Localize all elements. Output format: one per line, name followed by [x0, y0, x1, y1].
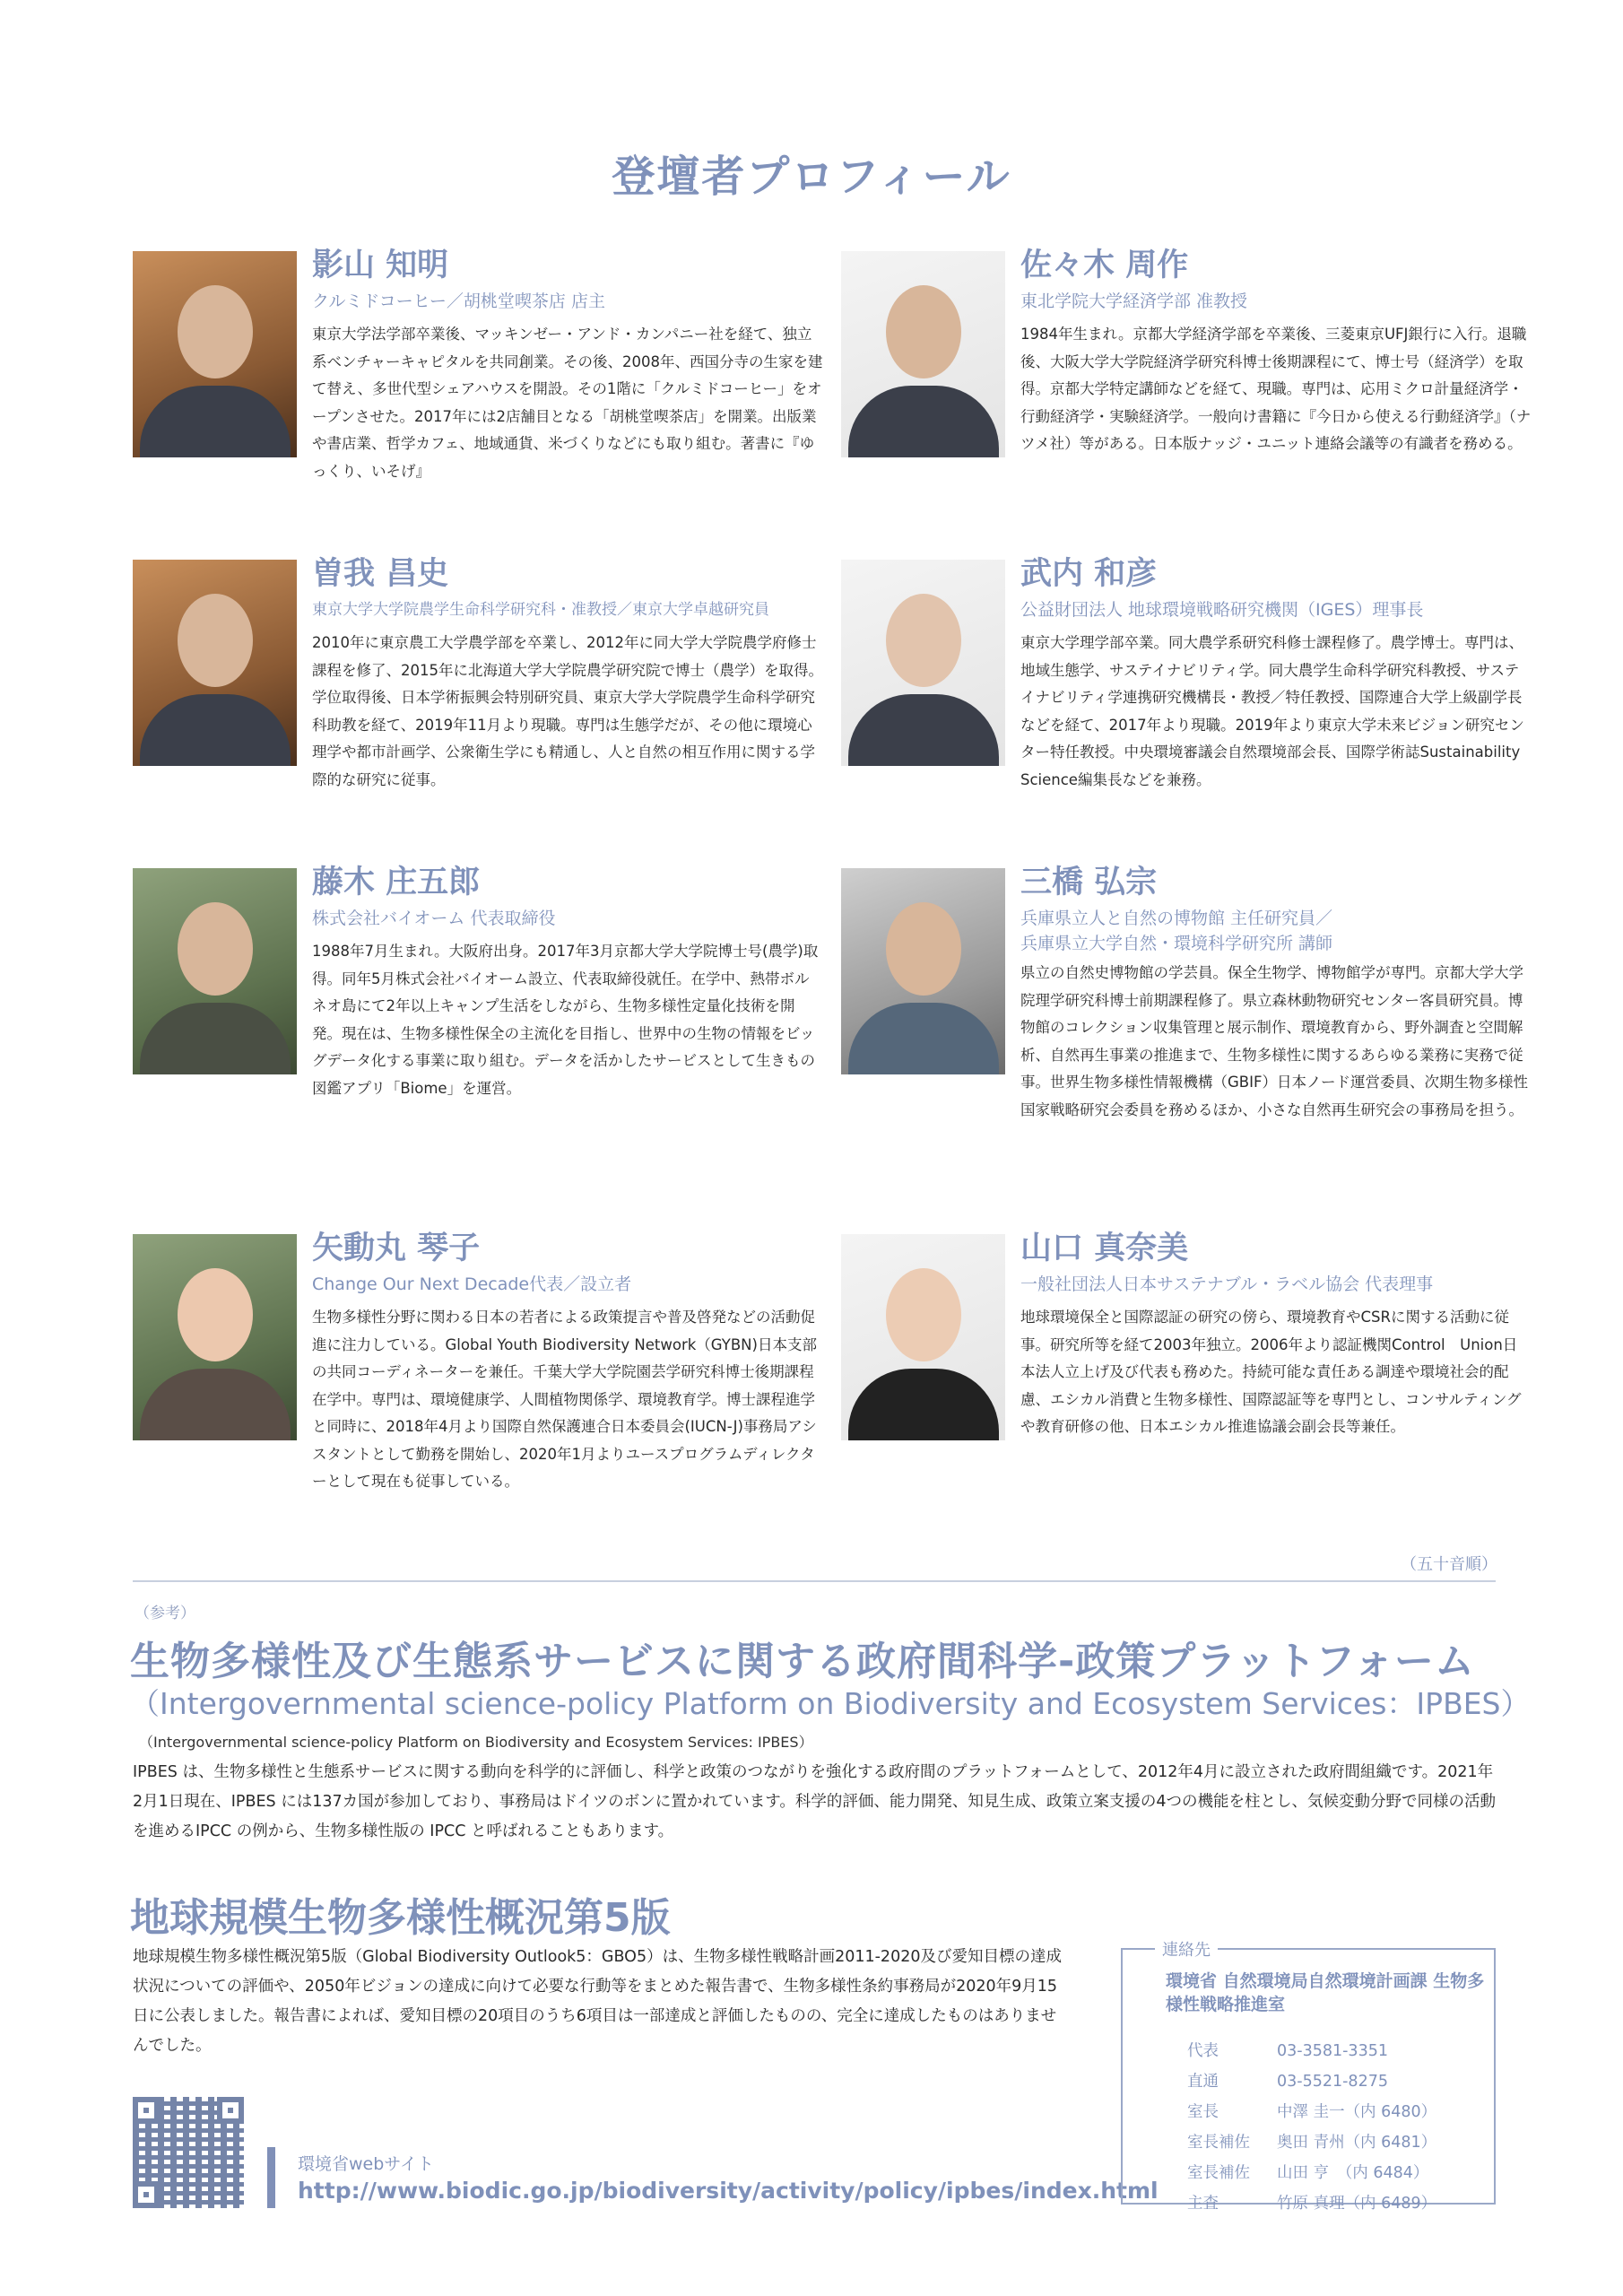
profile-bio: 1988年7月生まれ。大阪府出身。2017年3月京都大学大学院博士号(農学)取得。同年5月株式会社バイオーム設立、代表取締役就任。在学中、熱帯ボルネオ島にて2年以上キャンプ生活をしながら、生物多様性定量化技術を開発。現在は、生物多様性保全の主流化を目指し、世界中の生物の情報をビッグデータ化する事業に取り組む。データを活かしたサービスとして生きもの図鑑アプリ「Biome」を運営。 — [312, 943, 819, 1097]
order-note: （五十音順） — [1401, 1555, 1497, 1574]
contact-row — [1187, 2097, 1436, 2127]
website-accent-bar — [267, 2147, 275, 2208]
profile-affiliation: 兵庫県立人と自然の博物館 主任研究員／ 兵庫県立大学自然・環境科学研究所 講師 — [1020, 909, 1333, 953]
profile-photo — [133, 1234, 297, 1440]
contact-row — [1187, 2188, 1436, 2219]
profile-affiliation: 東京大学大学院農学生命科学研究科・准教授／東京大学卓越研究員 — [312, 601, 769, 619]
profile-card — [133, 556, 823, 856]
profile-card — [841, 556, 1532, 856]
contact-key: 主査 — [1187, 2195, 1219, 2213]
contact-key: 代表 — [1187, 2042, 1219, 2060]
profile-name: 三橋 弘宗 — [1020, 865, 1158, 900]
contact-row — [1187, 2127, 1436, 2158]
contact-row — [1187, 2066, 1436, 2097]
profile-bio: 地球環境保全と国際認証の研究の傍ら、環境教育やCSRに関する活動に従事。研究所等を経て2003年独立。2006年より認証機関Control Union日本法人立上げ及び代表も務めた。持続可能な責任ある調達や環境社会的配慮、エシカル消費と生物多様性、国際認証等を専門とし、コンサルティングや教育研修の他、日本エシカル推進協議会副会長等兼任。 — [1020, 1309, 1522, 1435]
contact-value: 奥田 青州（内 6481） — [1277, 2134, 1437, 2152]
profile-affiliation: Change Our Next Decade代表／設立者 — [312, 1274, 632, 1294]
contact-row — [1187, 2036, 1436, 2066]
profile-affiliation: 東北学院大学経済学部 准教授 — [1020, 291, 1248, 311]
contact-value: 03-5521-8275 — [1277, 2073, 1388, 2091]
profile-name: 影山 知明 — [312, 248, 449, 283]
profile-name: 武内 和彦 — [1020, 556, 1158, 592]
contact-label: 連絡先 — [1155, 1937, 1218, 1961]
contact-key: 直通 — [1187, 2073, 1219, 2091]
reference-label: （参考） — [135, 1605, 195, 1622]
profile-bio: 2010年に東京農工大学農学部を卒業し、2012年に同大学大学院農学府修士課程を修了、2015年に北海道大学大学院農学研究院で博士（農学）を取得。学位取得後、日本学術振興会特別研究員、東京大学大学院農学生命科学研究科助教を経て、2019年11月より現職。専門は生態学だが、その他に環境心理学や都市計画学、公衆衛生学にも精通し、人と自然の相互作用に関する学際的な研究に従事。 — [312, 634, 823, 788]
profile-card — [133, 865, 823, 1164]
contact-key: 室長補佐 — [1187, 2134, 1250, 2152]
profile-photo — [841, 868, 1005, 1074]
ipbes-title: 生物多様性及び生態系サービスに関する政府間科学-政策プラットフォーム — [130, 1639, 1475, 1684]
contact-key: 室長補佐 — [1187, 2164, 1250, 2182]
contact-value: 山田 亨 （内 6484） — [1277, 2164, 1429, 2182]
website-link[interactable]: http://www.biodic.go.jp/biodiversity/activity/policy/ipbes/index.html — [298, 2178, 1159, 2204]
profile-name: 山口 真奈美 — [1020, 1231, 1189, 1266]
ipbes-fullname: （Intergovernmental science-policy Platform on Biodiversity and Ecosystem Services: IPBES） — [139, 1734, 813, 1751]
profile-affiliation: 公益財団法人 地球環境戦略研究機関（IGES）理事長 — [1020, 600, 1424, 620]
contact-organization: 環境省 自然環境局自然環境計画課 生物多様性戦略推進室 — [1166, 1971, 1485, 2014]
gbo-title: 地球規模生物多様性概況第5版 — [130, 1895, 671, 1941]
qr-code — [133, 2097, 244, 2208]
gbo-description: 地球規模生物多様性概況第5版（Global Biodiversity Outlook5：GBO5）は、生物多様性戦略計画2011-2020及び愛知目標の達成状況についての評価や、2050年ビジョンの達成に向けて必要な行動等をまとめた報告書で、生物多様性条約事務局が2020年9月15日に公表しました。報告書によれば、愛知目標の20項目のうち6項目は一部達成と評価したものの、完全に達成したものはありませんでした。 — [133, 1948, 1062, 2055]
ipbes-description: IPBES は、生物多様性と生態系サービスに関する動向を科学的に評価し、科学と政策のつながりを強化する政府間のプラットフォームとして、2012年4月に設立された政府間組織です。2021年2月1日現在、IPBES には137カ国が参加しており、事務局はドイツのボンに置かれています。科学的評価、能力開発、知見生成、政策立案支援の4つの機能を柱とし、気候変動分野で同様の活動を進めるIPCC の例から、生物多様性版の IPCC と呼ばれることもあります。 — [133, 1763, 1496, 1840]
profile-card — [841, 1231, 1532, 1530]
contact-value: 03-3581-3351 — [1277, 2042, 1388, 2060]
profile-affiliation: 株式会社バイオーム 代表取締役 — [312, 909, 556, 928]
contact-box — [1121, 1941, 1496, 2213]
profile-name: 曽我 昌史 — [312, 556, 449, 592]
profile-card — [841, 248, 1532, 547]
profile-name: 矢動丸 琴子 — [312, 1231, 481, 1266]
profile-affiliation: 一般社団法人日本サステナブル・ラベル協会 代表理事 — [1020, 1274, 1434, 1294]
profile-card — [841, 865, 1532, 1209]
profile-photo — [133, 560, 297, 766]
profile-bio: 1984年生まれ。京都大学経済学部を卒業後、三菱東京UFJ銀行に入行。退職後、大阪大学大学院経済学研究科博士後期課程にて、博士号（経済学）を取得。京都大学特定講師などを経て、現職。専門は、応用ミクロ計量経済学・行動経済学・実験経済学。一般向け書籍に『今日から使える行動経済学』（ナツメ社）等がある。日本版ナッジ・ユニット連絡会議等の有識者を務める。 — [1020, 326, 1532, 452]
contact-value: 竹原 真理（内 6489） — [1277, 2195, 1437, 2213]
profile-card — [133, 248, 823, 547]
contact-row — [1187, 2158, 1436, 2188]
website-label: 環境省webサイト — [298, 2154, 434, 2174]
profile-photo — [841, 560, 1005, 766]
section-divider — [133, 1580, 1496, 1582]
profile-name: 佐々木 周作 — [1020, 248, 1189, 283]
contact-key: 室長 — [1187, 2103, 1219, 2121]
profile-photo — [841, 1234, 1005, 1440]
profile-name: 藤木 庄五郎 — [312, 865, 481, 900]
profile-bio: 東京大学理学部卒業。同大農学系研究科修士課程修了。農学博士。専門は、地域生態学、サステイナビリティ学。同大農学生命科学研究科教授、サステイナビリティ学連携研究機構長・教授／特任教授、国際連合大学上級副学長などを経て、2017年より現職。2019年より東京大学未来ビジョン研究センター特任教授。中央環境審議会自然環境部会長、国際学術誌Sustainability Science編集長などを兼務。 — [1020, 634, 1524, 788]
ipbes-subtitle: （Intergovernmental science-policy Platform on Biodiversity and Ecosystem Services：IPBES） — [130, 1686, 1531, 1721]
profile-bio: 東京大学法学部卒業後、マッキンゼー・アンド・カンパニー社を経て、独立系ベンチャーキャピタルを共同創業。その後、2008年、西国分寺の生家を建て替え、多世代型シェアハウスを開設。その1階に「クルミドコーヒー」をオープンさせた。2017年には2店舗目となる「胡桃堂喫茶店」を開業。出版業や書店業、哲学カフェ、地域通貨、米づくりなどにも取り組む。著書に『ゆっくり、いそげ』 — [312, 326, 823, 480]
contact-value: 中澤 圭一（内 6480） — [1277, 2103, 1437, 2121]
page-title: 登壇者プロフィール — [612, 152, 1011, 202]
profile-affiliation: クルミドコーヒー／胡桃堂喫茶店 店主 — [312, 291, 605, 311]
profile-photo — [133, 251, 297, 457]
profile-bio: 生物多様性分野に関わる日本の若者による政策提言や普及啓発などの活動促進に注力している。Global Youth Biodiversity Network（GYBN)日本支部の共同コーディネーターを兼任。千葉大学大学院園芸学研究科博士後期課程在学中。専門は、環境健康学、人間植物関係学、環境教育学。博士課程進学と同時に、2018年4月より国際自然保護連合日本委員会(IUCN-J)事務局アシスタントとして勤務を開始し、2020年1月よりユースプログラムディレクターとして現在も従事している。 — [312, 1309, 817, 1490]
profile-photo — [133, 868, 297, 1074]
profile-card — [133, 1231, 823, 1539]
profile-photo — [841, 251, 1005, 457]
profile-bio: 県立の自然史博物館の学芸員。保全生物学、博物館学が専門。京都大学大学院理学研究科博士前期課程修了。県立森林動物研究センター客員研究員。博物館のコレクション収集管理と展示制作、環境教育から、野外調査と空間解析、自然再生事業の推進まで、生物多様性に関するあらゆる業務に実務で従事。世界生物多様性情報機構（GBIF）日本ノード運営委員、次期生物多様性国家戦略研究会委員を務めるほか、小さな自然再生研究会の事務局を担う。 — [1020, 964, 1528, 1118]
